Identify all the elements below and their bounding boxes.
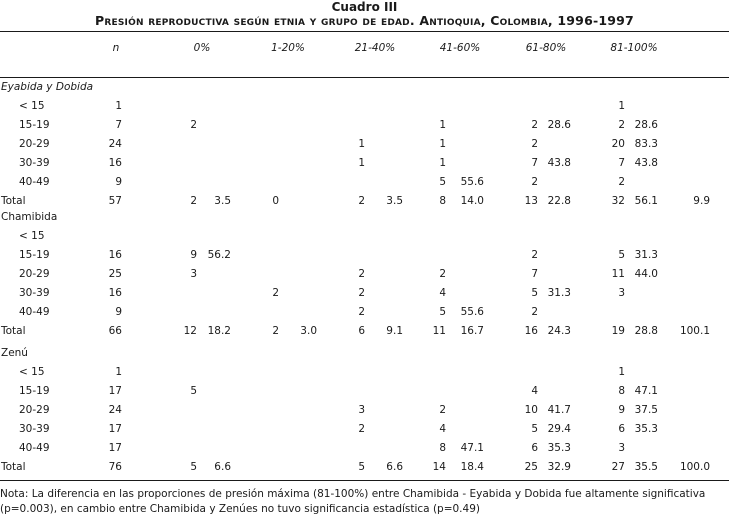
- cell-c5b: 43.8: [634, 157, 658, 169]
- cell-c5a: 2: [618, 119, 625, 131]
- cell-c4b: 35.3: [547, 442, 571, 454]
- cell-extra: 9.9: [693, 195, 710, 207]
- group-name: Zenú: [1, 347, 28, 359]
- cell-c2a: 3: [358, 404, 365, 416]
- cell-c5a: 1: [618, 366, 625, 378]
- row-label: Total: [1, 461, 26, 473]
- cell-c4b: 24.3: [547, 325, 571, 337]
- cell-c3a: 4: [439, 287, 446, 299]
- cell-c0b: 3.5: [214, 195, 231, 207]
- cell-c3a: 1: [439, 157, 446, 169]
- row-label: < 15: [19, 230, 45, 242]
- bottom-rule: [0, 480, 729, 481]
- cell-c2b: 3.5: [386, 195, 403, 207]
- cell-n: 16: [108, 287, 122, 299]
- row-label: 20-29: [19, 138, 50, 150]
- cell-c1a: 2: [272, 325, 279, 337]
- cell-n: 1: [115, 100, 122, 112]
- cell-n: 76: [108, 461, 122, 473]
- cell-c5a: 3: [618, 442, 625, 454]
- row-label: 40-49: [19, 442, 50, 454]
- header-81-100pct: 81-100%: [610, 42, 658, 54]
- cell-n: 25: [108, 268, 122, 280]
- row-label: < 15: [19, 366, 45, 378]
- row-label: 15-19: [19, 249, 50, 261]
- cell-c2a: 2: [358, 306, 365, 318]
- cell-c3a: 8: [439, 442, 446, 454]
- cell-c3b: 18.4: [460, 461, 484, 473]
- cell-n: 16: [108, 249, 122, 261]
- cell-c5a: 19: [611, 325, 625, 337]
- cell-n: 17: [108, 423, 122, 435]
- group-header: [0, 78, 729, 97]
- cell-n: 9: [115, 306, 122, 318]
- cell-c2a: 2: [358, 423, 365, 435]
- table-row: [0, 382, 729, 401]
- row-label: 30-39: [19, 423, 50, 435]
- row-label: 20-29: [19, 404, 50, 416]
- table-row: [0, 458, 729, 477]
- cell-c5b: 37.5: [634, 404, 658, 416]
- cell-c0a: 5: [190, 461, 197, 473]
- cell-c5a: 1: [618, 100, 625, 112]
- cell-c3a: 8: [439, 195, 446, 207]
- cell-c5a: 8: [618, 385, 625, 397]
- cell-c2a: 6: [358, 325, 365, 337]
- header-21-40pct: 21-40%: [354, 42, 396, 54]
- cell-c4a: 2: [531, 119, 538, 131]
- header-41-60pct: 41-60%: [439, 42, 481, 54]
- cell-c5b: 83.3: [634, 138, 658, 150]
- cell-c2a: 1: [358, 138, 365, 150]
- cell-c4a: 13: [524, 195, 538, 207]
- cell-c3a: 5: [439, 176, 446, 188]
- group-name: Eyabida y Dobida: [1, 81, 94, 93]
- table-row: [0, 173, 729, 192]
- table-row: [0, 154, 729, 173]
- cell-c2a: 1: [358, 157, 365, 169]
- cell-c5b: 31.3: [634, 249, 658, 261]
- cell-c5b: 44.0: [634, 268, 658, 280]
- table-row: [0, 135, 729, 154]
- table-row: [0, 401, 729, 420]
- cell-c4a: 7: [531, 268, 538, 280]
- cell-c4a: 2: [531, 176, 538, 188]
- cell-c3a: 2: [439, 404, 446, 416]
- row-label: 40-49: [19, 176, 50, 188]
- cell-c4a: 2: [531, 249, 538, 261]
- header-1-20pct: 1-20%: [271, 42, 305, 54]
- group-header: [0, 208, 729, 227]
- cell-c3a: 2: [439, 268, 446, 280]
- cell-n: 66: [108, 325, 122, 337]
- row-label: 30-39: [19, 157, 50, 169]
- cell-c4b: 32.9: [547, 461, 571, 473]
- cell-c4b: 28.6: [547, 119, 571, 131]
- cell-c5b: 28.8: [634, 325, 658, 337]
- cell-c5b: 56.1: [634, 195, 658, 207]
- table-row: [0, 284, 729, 303]
- row-label: 20-29: [19, 268, 50, 280]
- cell-c0a: 12: [183, 325, 197, 337]
- cell-n: 57: [108, 195, 122, 207]
- cell-c5a: 32: [611, 195, 625, 207]
- cell-c5b: 35.5: [634, 461, 658, 473]
- cell-c4a: 16: [524, 325, 538, 337]
- cell-c1a: 0: [272, 195, 279, 207]
- cell-n: 7: [115, 119, 122, 131]
- cell-c3a: 1: [439, 119, 446, 131]
- cell-c4a: 7: [531, 157, 538, 169]
- cell-c4a: 4: [531, 385, 538, 397]
- cell-c5a: 20: [611, 138, 625, 150]
- header-0pct: 0%: [193, 42, 211, 54]
- cell-c0b: 6.6: [214, 461, 231, 473]
- table-row: [0, 265, 729, 284]
- cell-c4a: 2: [531, 306, 538, 318]
- table-row: [0, 363, 729, 382]
- table-row: [0, 322, 729, 341]
- row-label: 30-39: [19, 287, 50, 299]
- header-n: n: [112, 42, 120, 54]
- cell-c5a: 3: [618, 287, 625, 299]
- cell-c0a: 9: [190, 249, 197, 261]
- cell-c3a: 4: [439, 423, 446, 435]
- cell-c3b: 55.6: [460, 176, 484, 188]
- cell-c4b: 41.7: [547, 404, 571, 416]
- cell-c0a: 2: [190, 119, 197, 131]
- cell-c3b: 16.7: [460, 325, 484, 337]
- cell-c0b: 56.2: [207, 249, 231, 261]
- cell-c2b: 9.1: [386, 325, 403, 337]
- cell-c0b: 18.2: [207, 325, 231, 337]
- cell-c3a: 14: [432, 461, 446, 473]
- row-label: Total: [1, 325, 26, 337]
- cell-c5a: 9: [618, 404, 625, 416]
- cell-c3a: 5: [439, 306, 446, 318]
- table-note: Nota: La diferencia en las proporciones de presión máxima (81-100%) entre Chamibida - Eyabida y Dobida fue altamente significativa (p=0.003), en cambio entre Chamibida y Zenúes no tuvo significancia estadística (p=0.49): [0, 488, 706, 515]
- cell-c4a: 10: [524, 404, 538, 416]
- table-row: [0, 246, 729, 265]
- cell-c2a: 2: [358, 268, 365, 280]
- cell-c5a: 7: [618, 157, 625, 169]
- cell-c3b: 55.6: [460, 306, 484, 318]
- cell-c3a: 11: [432, 325, 446, 337]
- cell-n: 17: [108, 385, 122, 397]
- top-rule: [0, 31, 729, 32]
- cell-c4a: 25: [524, 461, 538, 473]
- cell-c5a: 5: [618, 249, 625, 261]
- cell-c4b: 29.4: [547, 423, 571, 435]
- cell-n: 17: [108, 442, 122, 454]
- cell-extra: 100.1: [679, 325, 710, 337]
- cell-n: 24: [108, 404, 122, 416]
- cell-c3b: 14.0: [460, 195, 484, 207]
- cell-c4b: 31.3: [547, 287, 571, 299]
- table-row: [0, 303, 729, 322]
- cell-c2b: 6.6: [386, 461, 403, 473]
- cell-c5b: 47.1: [634, 385, 658, 397]
- row-label: 40-49: [19, 306, 50, 318]
- cell-c4a: 5: [531, 423, 538, 435]
- table-subtitle: Presión reproductiva según etnia y grupo de edad. Antioquia, Colombia, 1996-1997: [95, 13, 634, 28]
- group-header: [0, 344, 729, 363]
- cell-c4a: 5: [531, 287, 538, 299]
- cell-c0a: 2: [190, 195, 197, 207]
- cell-c4a: 2: [531, 138, 538, 150]
- cell-c0a: 3: [190, 268, 197, 280]
- cell-c4b: 43.8: [547, 157, 571, 169]
- cell-n: 1: [115, 366, 122, 378]
- cell-c3b: 47.1: [460, 442, 484, 454]
- cell-n: 16: [108, 157, 122, 169]
- cell-extra: 100.0: [679, 461, 710, 473]
- row-label: < 15: [19, 100, 45, 112]
- cell-n: 24: [108, 138, 122, 150]
- table-title: Cuadro III: [331, 0, 398, 14]
- cell-c1a: 2: [272, 287, 279, 299]
- table-row: [0, 227, 729, 246]
- cell-c5b: 35.3: [634, 423, 658, 435]
- cell-c0a: 5: [190, 385, 197, 397]
- cell-c4b: 22.8: [547, 195, 571, 207]
- cell-c1b: 3.0: [300, 325, 317, 337]
- group-name: Chamibida: [1, 211, 58, 223]
- cell-c5a: 11: [611, 268, 625, 280]
- row-label: 15-19: [19, 385, 50, 397]
- cell-c2a: 2: [358, 195, 365, 207]
- cell-c2a: 2: [358, 287, 365, 299]
- row-label: 15-19: [19, 119, 50, 131]
- cell-c3a: 1: [439, 138, 446, 150]
- cell-c5b: 28.6: [634, 119, 658, 131]
- header-61-80pct: 61-80%: [525, 42, 567, 54]
- cell-c5a: 6: [618, 423, 625, 435]
- table-row: [0, 439, 729, 458]
- cell-c5a: 27: [611, 461, 625, 473]
- table-row: [0, 420, 729, 439]
- cell-c5a: 2: [618, 176, 625, 188]
- cell-n: 9: [115, 176, 122, 188]
- table-row: [0, 116, 729, 135]
- cell-c2a: 5: [358, 461, 365, 473]
- cell-c4a: 6: [531, 442, 538, 454]
- table-row: [0, 97, 729, 116]
- table-header-row: [0, 42, 729, 62]
- row-label: Total: [1, 195, 26, 207]
